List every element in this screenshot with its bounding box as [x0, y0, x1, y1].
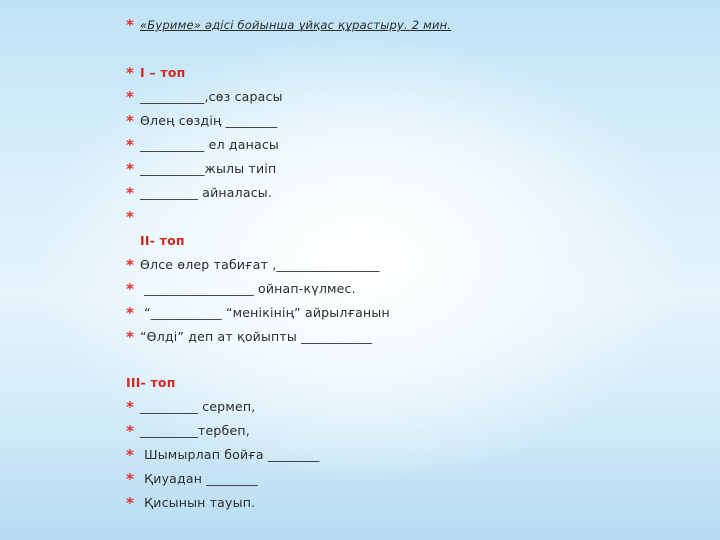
- bullet-icon: *: [126, 136, 135, 154]
- slide-title: «Буриме» әдісі бойынша ұйқас құрастыру. 2 мин.: [140, 18, 452, 32]
- group3-line-text: _________тербеп,: [140, 423, 250, 438]
- bullet-icon: *: [126, 470, 135, 488]
- group1-line: [126, 134, 279, 156]
- bullet-icon: *: [126, 328, 135, 346]
- bullet-icon: *: [126, 304, 135, 322]
- group3-line-text: Шымырлап бойға ________: [140, 447, 320, 462]
- group1-line: [126, 158, 276, 180]
- group2-line: [126, 254, 380, 276]
- group1-line: [126, 110, 277, 132]
- group2-line: [126, 326, 372, 348]
- group1-line-text: __________ ел данасы: [140, 137, 280, 152]
- bullet-icon: *: [126, 88, 135, 106]
- bullet-icon: *: [126, 16, 135, 34]
- bullet-icon: *: [126, 446, 135, 464]
- bullet-icon: *: [126, 280, 135, 298]
- bullet-icon: *: [126, 422, 135, 440]
- bullet-icon: *: [126, 208, 135, 226]
- group2-heading-line: [140, 230, 185, 252]
- group3-line: [126, 468, 258, 490]
- group2-line: [126, 278, 356, 300]
- group3-line: [126, 444, 320, 466]
- group1-line-text: _________ айналасы.: [140, 185, 273, 200]
- group3-line-text: Қиуадан ________: [140, 471, 258, 486]
- group2-heading: II- топ: [140, 233, 185, 248]
- bullet-icon: *: [126, 64, 135, 82]
- group1-heading-line: [126, 62, 185, 84]
- title-line: [126, 14, 451, 36]
- group2-line-text: Өлсе өлер табиғат ,________________: [140, 257, 380, 272]
- bullet-icon: *: [126, 398, 135, 416]
- group2-line: [126, 302, 390, 324]
- bullet-icon: *: [126, 112, 135, 130]
- bullet-icon: *: [126, 184, 135, 202]
- empty-bullet-line: [126, 206, 140, 228]
- group3-line-text: _________ сермеп,: [140, 399, 256, 414]
- group3-line: [126, 420, 250, 442]
- group3-heading-line: [126, 372, 176, 394]
- group3-line: [126, 492, 255, 514]
- group1-line-text: Өлең сөздің ________: [140, 113, 278, 128]
- group1-line: [126, 86, 283, 108]
- group3-line-text: Қисынын тауып.: [140, 495, 256, 510]
- bullet-icon: *: [126, 256, 135, 274]
- bullet-icon: *: [126, 160, 135, 178]
- group3-heading: III- топ: [126, 375, 176, 390]
- group1-heading: I – топ: [140, 65, 186, 80]
- group2-line-text: _________________ ойнап-күлмес.: [140, 281, 356, 296]
- group2-line-text: “___________ “менікінің” айрылғанын: [140, 305, 390, 320]
- group3-line: [126, 396, 255, 418]
- group1-line: [126, 182, 272, 204]
- group2-line-text: “Өлді” деп ат қойыпты ___________: [140, 329, 373, 344]
- group1-line-text: __________жылы тиіп: [140, 161, 277, 176]
- group1-line-text: __________,сөз сарасы: [140, 89, 283, 104]
- bullet-icon: *: [126, 494, 135, 512]
